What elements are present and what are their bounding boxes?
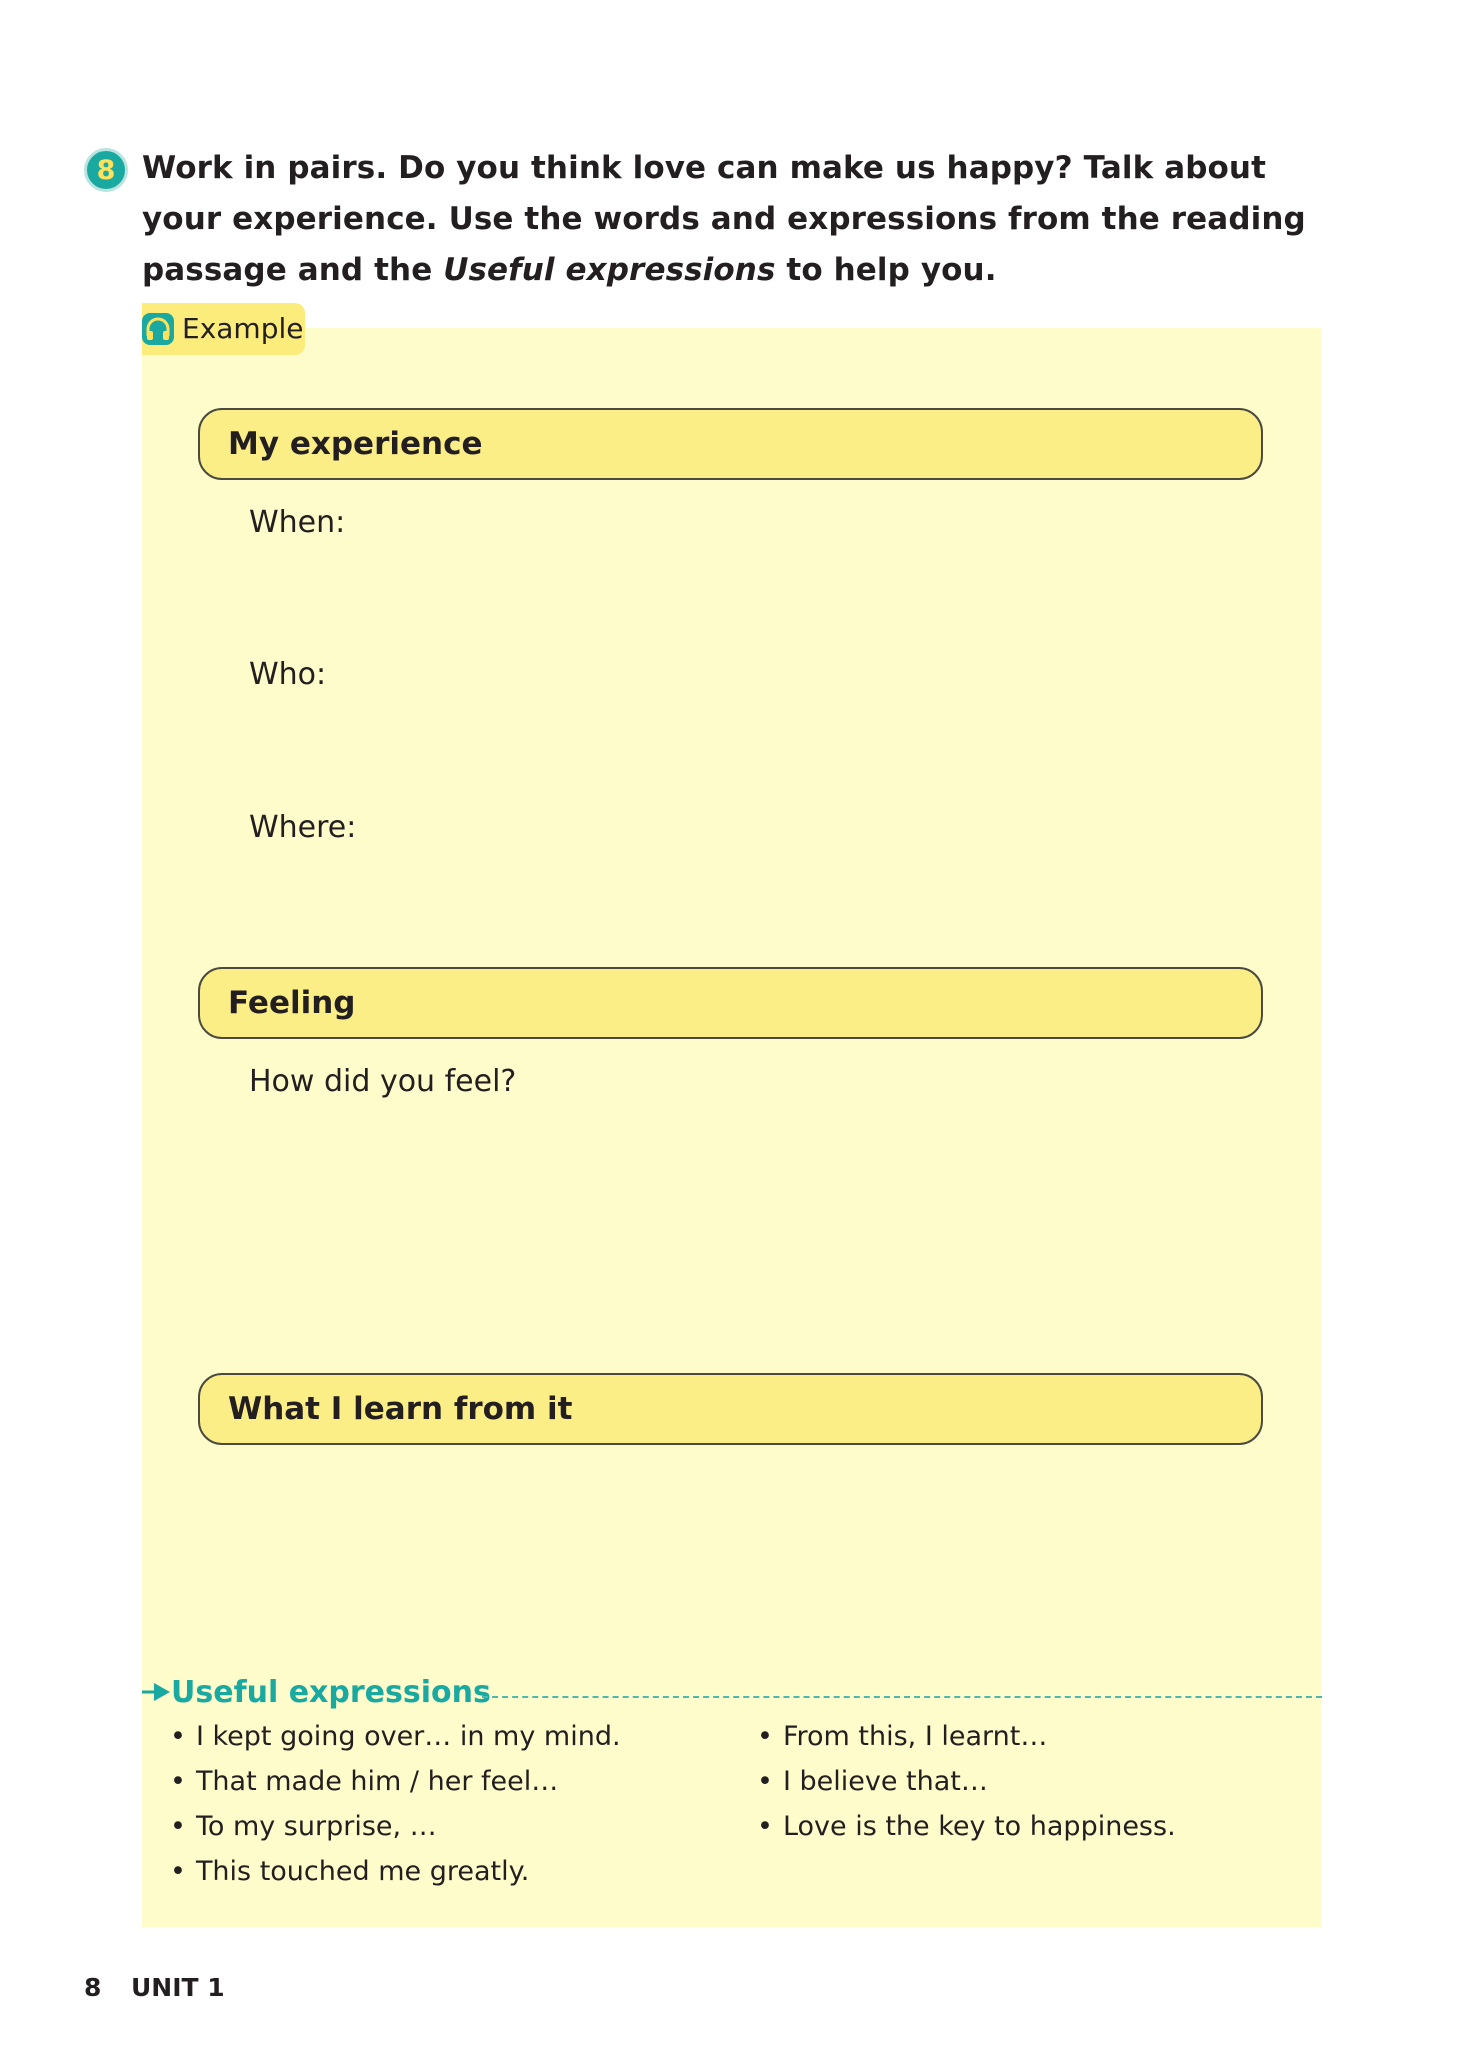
expression-item: • To my surprise, … — [170, 1804, 621, 1849]
useful-expressions-title: Useful expressions — [171, 1675, 491, 1710]
task-instructions — [142, 143, 1342, 296]
expressions-left-list — [170, 1714, 621, 1894]
unit-label: UNIT 1 — [131, 1973, 225, 2002]
feeling-prompt: How did you feel? — [249, 1064, 517, 1099]
expression-item: • From this, I learnt… — [757, 1714, 1176, 1759]
when-label: When: — [249, 505, 346, 540]
expression-item: • Love is the key to happiness. — [757, 1804, 1176, 1849]
my-experience-heading: My experience — [198, 408, 1263, 480]
task-text-part1: Work in pairs. Do you think love can make us happy? Talk about your experience. Use the words and expressions from the reading passage and the — [142, 150, 1306, 288]
example-label: Example — [182, 312, 304, 345]
expression-item: • I believe that… — [757, 1759, 1176, 1804]
task-text-italic: Useful expressions — [443, 252, 776, 288]
dashed-divider — [482, 1696, 1322, 1698]
expression-item: • This touched me greatly. — [170, 1849, 621, 1894]
who-label: Who: — [249, 657, 327, 692]
headphones-icon — [141, 312, 175, 346]
where-label: Where: — [249, 810, 357, 845]
expression-item: • That made him / her feel… — [170, 1759, 621, 1804]
feeling-heading: Feeling — [198, 967, 1263, 1039]
arrow-icon — [142, 1681, 170, 1703]
expression-item: • I kept going over… in my mind. — [170, 1714, 621, 1759]
task-text-part2: to help you. — [775, 252, 997, 288]
expressions-right-list — [757, 1714, 1176, 1849]
learn-heading: What I learn from it — [198, 1373, 1263, 1445]
task-number-badge — [84, 148, 128, 192]
task-number: 8 — [96, 154, 116, 186]
page-number: 8 — [84, 1973, 102, 2002]
